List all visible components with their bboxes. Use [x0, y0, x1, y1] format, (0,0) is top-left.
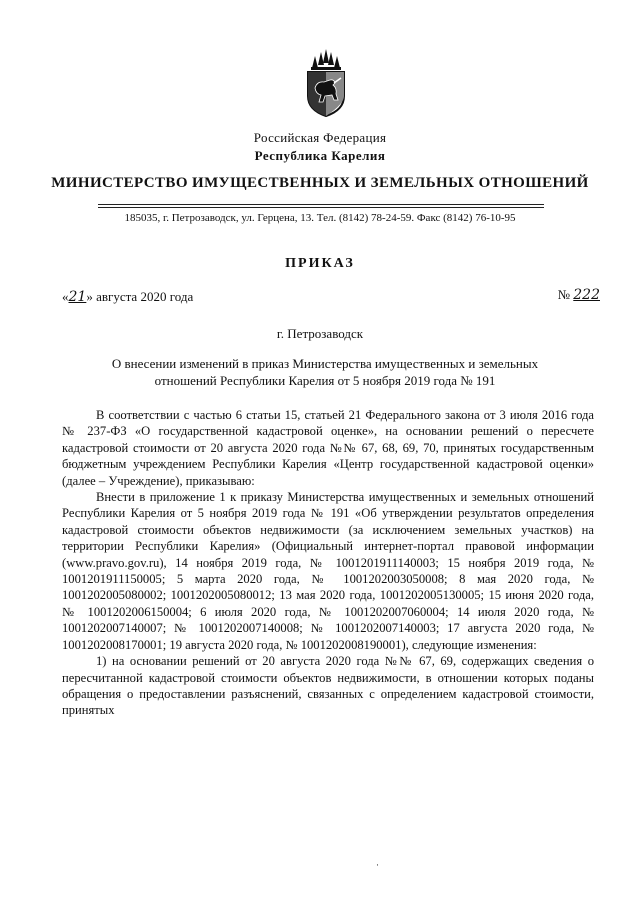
order-day: 21 — [68, 289, 87, 305]
subject-line-1: О внесении изменений в приказ Министерства имущественных и земельных — [111, 356, 539, 371]
order-date — [62, 289, 193, 305]
document-type-title: ПРИКАЗ — [285, 256, 355, 271]
ministry-address: 185035, г. Петрозаводск, ул. Герцена, 13. Тел. (8142) 78-24-59. Факс (8142) 76-10-95 — [124, 212, 516, 224]
order-city: г. Петрозаводск — [276, 326, 364, 341]
coat-of-arms-icon — [303, 48, 349, 118]
header-divider-thin — [98, 207, 544, 208]
body-paragraph-1: В соответствии с частью 6 статьи 15, статьей 21 Федерального закона от 3 июля 2016 года № 237-ФЗ «О государственной кадастровой оценке», на основании решений о пересчете кадастровой стоимости от 20 августа 2020 года №№ 67, 68, 69, 70, принятых государственным бюджетным учреждением Республики Карелия «Центр государственной кадастровой оценки» (далее – Учреждение), приказываю: — [62, 408, 594, 488]
country-name: Российская Федерация — [253, 130, 387, 145]
scan-speck: · — [376, 860, 379, 870]
body-paragraph-2: Внести в приложение 1 к приказу Министерства имущественных и земельных отношений Республики Карелия от 5 ноября 2019 года № 191 «Об утверждении результатов определения кадастровой стоимости объектов недвижимости (за исключением земельных участков) на территории Республики Карелия» (Официальный интернет-портал правовой информации (www.pravo.gov.ru), 14 ноября 2019 года, № 1001201911140003; 15 ноября 2019 года, № 1001201911150005; 5 марта 2020 года, № 1001202003050008; 8 мая 2020 года, № 1001202005080002; 1001202005080012; 13 мая 2020 года, 1001202005130005; 15 июня 2020 года, № 1001202006150004; 6 июля 2020 года, № 1001202007060004; 14 июля 2020 года, № 1001202007140007; № 1001202007140008; № 1001202007140003; 17 августа 2020 года, № 1001202008170001; 19 августа 2020 года, № 1001202008190001), следующие изменения: — [62, 490, 594, 652]
order-number-prefix: № — [557, 287, 571, 302]
order-number — [558, 287, 600, 303]
order-subject — [60, 355, 590, 389]
order-date-rest: » августа 2020 года — [86, 289, 194, 304]
ministry-name: МИНИСТЕРСТВО ИМУЩЕСТВЕННЫХ И ЗЕМЕЛЬНЫХ ОТНОШЕНИЙ — [51, 175, 589, 191]
date-open-quote: « — [62, 289, 69, 304]
subject-line-2: отношений Республики Карелия от 5 ноября 2019 года № 191 — [154, 373, 496, 388]
body-paragraph-3: 1) на основании решений от 20 августа 2020 года №№ 67, 69, содержащих сведения о пересчитанной кадастровой стоимости объектов недвижимости, в отношении которых поданы обращения о предоставлении разъяснений, связанных с определением кадастровой стоимости, принятых — [62, 654, 594, 718]
header-divider — [98, 204, 544, 205]
order-body — [62, 407, 594, 719]
republic-name: Республика Карелия — [254, 148, 386, 163]
order-number-value: 222 — [573, 287, 600, 303]
